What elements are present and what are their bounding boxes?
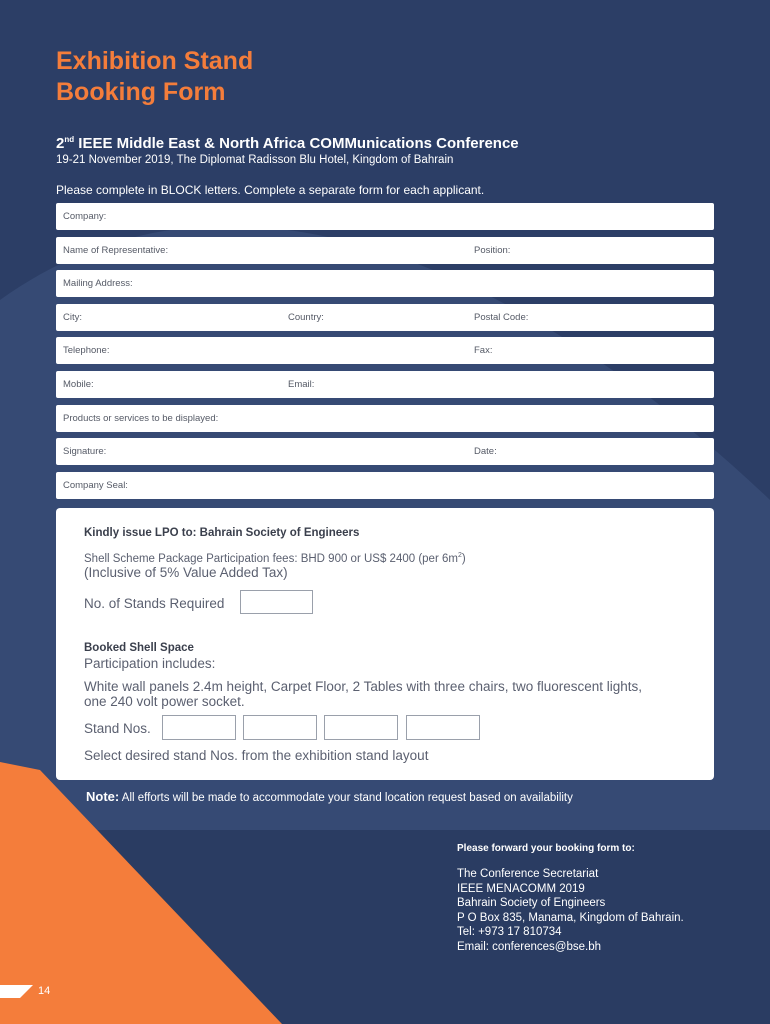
company-field[interactable] (56, 203, 714, 230)
company-seal-label: Company Seal: (63, 479, 128, 491)
city-label: City: (63, 311, 82, 323)
telephone-row[interactable] (56, 337, 714, 364)
vat-text: (Inclusive of 5% Value Added Tax) (84, 565, 288, 580)
address-line: Bahrain Society of Engineers (457, 897, 606, 910)
address-line: IEEE MENACOMM 2019 (457, 882, 585, 895)
conference-title (56, 135, 519, 152)
stands-required-label: No. of Stands Required (84, 596, 225, 611)
mobile-label: Mobile: (63, 378, 94, 390)
secretariat-address (457, 867, 684, 955)
address-line: P O Box 835, Manama, Kingdom of Bahrain. (457, 911, 684, 924)
stand-no-input-3[interactable] (324, 715, 398, 740)
form-title-line1: Exhibition Stand (56, 47, 254, 75)
mailing-address-label: Mailing Address: (63, 278, 133, 290)
applicant-fields (56, 203, 714, 505)
fees-main: Shell Scheme Package Participation fees: BHD 900 or US$ 2400 (per 6m (84, 552, 458, 565)
fees-sup: 2 (457, 552, 462, 559)
page-number: 14 (38, 985, 51, 997)
company-seal-field[interactable] (56, 472, 714, 499)
address-line: The Conference Secretariat (457, 868, 599, 880)
position-label: Position: (474, 244, 511, 256)
stand-no-input-2[interactable] (243, 715, 317, 740)
address-line: Tel: +973 17 810734 (457, 926, 562, 939)
stand-nos-label: Stand Nos. (84, 721, 151, 736)
form-title (56, 46, 253, 108)
lpo-panel (56, 508, 714, 780)
availability-note (86, 789, 573, 804)
fees-close: ) (461, 552, 466, 565)
stands-required-input[interactable] (240, 590, 313, 614)
includes-line1: White wall panels 2.4m height, Carpet Floor, 2 Tables with three chairs, two fluorescent lights, (84, 679, 643, 694)
representative-label: Name of Representative: (63, 244, 169, 256)
conference-subtitle: 19-21 November 2019, The Diplomat Radisson Blu Hotel, Kingdom of Bahrain (56, 154, 454, 166)
note-label: Note: (86, 789, 120, 804)
date-label: Date: (474, 446, 497, 458)
select-stand-note: Select desired stand Nos. from the exhibition stand layout (84, 748, 429, 763)
signature-label: Signature: (63, 446, 107, 458)
signature-row[interactable] (56, 438, 714, 465)
booked-shell-heading: Booked Shell Space (84, 642, 194, 654)
telephone-label: Telephone: (63, 345, 110, 357)
note-text: All efforts will be made to accommodate your stand location request based on availability (119, 792, 573, 804)
address-line: Email: conferences@bse.bh (457, 940, 601, 953)
form-title-line2: Booking Form (56, 78, 226, 106)
fax-label: Fax: (474, 345, 493, 357)
city-row[interactable] (56, 304, 714, 331)
lpo-heading: Kindly issue LPO to: Bahrain Society of Engineers (84, 527, 360, 539)
conference-name: IEEE Middle East & North Africa COMMunications Conference (74, 135, 519, 152)
country-label: Country: (288, 311, 324, 323)
fees-text (84, 552, 466, 565)
includes-label: Participation includes: (84, 656, 216, 671)
mobile-row[interactable] (56, 371, 714, 398)
representative-row[interactable] (56, 237, 714, 264)
conference-ordinal-suffix: nd (64, 135, 75, 144)
postal-code-label: Postal Code: (474, 311, 529, 323)
products-label: Products or services to be displayed: (63, 412, 219, 424)
company-label: Company: (63, 211, 107, 222)
forward-heading: Please forward your booking form to: (457, 843, 635, 854)
email-label: Email: (288, 378, 315, 390)
products-field[interactable] (56, 405, 714, 432)
conference-ordinal: 2 (56, 135, 65, 152)
stand-no-input-1[interactable] (162, 715, 236, 740)
instruction-text: Please complete in BLOCK letters. Complete a separate form for each applicant. (56, 183, 485, 197)
includes-line2: one 240 volt power socket. (84, 694, 245, 709)
stand-no-input-4[interactable] (406, 715, 480, 740)
mailing-address-field[interactable] (56, 270, 714, 297)
